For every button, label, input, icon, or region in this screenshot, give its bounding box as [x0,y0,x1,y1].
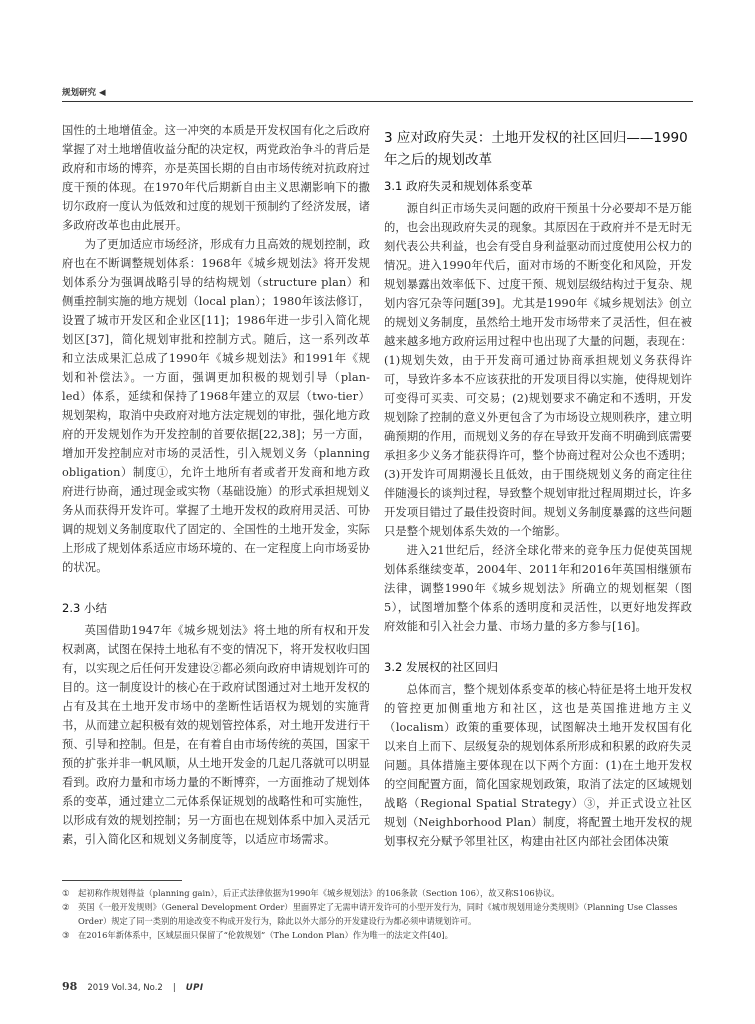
footnote-mark: ③ [62,930,70,940]
footnote-rule [62,880,182,881]
paragraph: 国性的土地增值金。这一冲突的本质是开发权国有化之后政府掌握了对土地增值收益分配的决定权，两党政治争斗的背后是政府和市场的博弈，亦是英国长期的自由市场传统对抗政府过度干预的体现。在1970年代后期新自由主义思潮影响下的撒切尔政府一度认为低效和过度的规划干预制约了经济发展，诸多政府改革也由此展开。 [62,124,370,232]
footer-separator: | [172,983,176,993]
footnote-mark: ① [62,888,70,898]
footnote-text: 起初称作规划得益（planning gain），后正式法律依据为1990年《城乡规划法》的106条款（Section 106），故又称S106协议。 [78,888,560,898]
page-footer [62,980,203,993]
paragraph: 进入21世纪后，经济全球化带来的竞争压力促使英国规划体系继续变革，2004年、2011年和2016年英国相继颁布法律，调整1990年《城乡规划法》所确立的规划框架（图5），试图增加整个体系的透明度和灵活性，以更好地发挥政府效能和引入社会力量、市场力量的多方参与[16]。 [384,544,692,633]
issue-info: 2019 Vol.34, No.2 [87,983,163,993]
section-heading-3: 3 应对政府失灵：土地开发权的社区回归——1990年之后的规划改革 [384,130,688,168]
paragraph: 为了更加适应市场经济，形成有力且高效的规划控制，政府也在不断调整规划体系：1968年《城乡规划法》将开发规划体系分为强调战略引导的结构规划（structure plan）和侧重控制实施的地方规划（local plan）；1980年该法修订，设置了城市开发区和企业区[11]；1986年进一步引入简化规划区[37]，简化规划审批和控制方式。随后，这一系列改革和立法成果汇总成了1990年《城乡规划法》和1991年《规划和补偿法》。一方面，强调更加积极的规划引导（plan-led）体系，延续和保持了1968年建立的双层（two-tier）规划架构，取消中央政府对地方法定规划的审批，强化地方政府的开发规划作为开发控制的首要依据[22,38]；另一方面，增加开发控制应对市场的灵活性，引入规划义务（planning obligation）制度①，允许土地所有者或者开发商和地方政府进行协商，通过现金或实物（基础设施）的形式承担规划义务从而获得开发许可。掌握了土地开发权的政府用灵活、可协调的规划义务制度取代了固定的、全国性的土地开发金，实际上形成了规划体系适应市场环境的、在一定程度上向市场妥协的状况。 [62,238,370,574]
header-rule [62,101,693,102]
paragraph: 总体而言，整个规划体系变革的核心特征是将土地开发权的管控更加侧重地方和社区，这也是英国推进地方主义（localism）政策的重要体现，试图解决土地开发权国有化以来自上而下、层级复杂的规划体系所形成和积累的政府失灵问题。具体措施主要体现在以下两个方面：(1)在土地开发权的空间配置方面，简化国家规划政策，取消了法定的区域规划战略（Regional Spatial Strategy）③，并正式设立社区规划（Neighborhood Plan）制度，将配置土地开发权的规划事权充分赋予邻里社区，构建由社区内部社会团体决策 [384,683,692,848]
right-column [384,121,692,851]
paragraph: 英国借助1947年《城乡规划法》将土地的所有权和开发权剥离，试图在保持土地私有不变的情况下，将开发权收归国有，以实现之后任何开发建设②都必须向政府申请规划许可的目的。这一制度设计的核心在于政府试图通过对土地开发权的占有及其在土地开发市场中的垄断性话语权为规划的实施背书，从而建立起积极有效的规划管控体系，对土地开发进行干预、引导和控制。但是，在有着自由市场传统的英国，国家干预的扩张并非一帆风顺，从土地开发金的几起几落就可以明显看到。政府力量和市场力量的不断博弈，一方面推动了规划体系的变革，通过建立二元体系保证规划的战略性和可实施性，以形成有效的规划控制；另一方面也在规划体系中加入灵活元素，引入简化区和规划义务制度等，以适应市场需求。 [62,624,370,846]
section-heading-3-2: 3.2 发展权的社区回归 [384,660,498,674]
footnote [62,928,693,942]
footnotes [62,886,693,942]
running-header: 规划研究 ◀ [62,88,106,98]
section-heading-2-3: 2.3 小结 [62,601,107,615]
footnote [62,900,693,928]
section-heading-3-1: 3.1 政府失灵和规划体系变革 [384,179,533,193]
journal-logo: UPI [185,983,204,993]
footnote [62,886,693,900]
page-number: 98 [62,980,78,993]
left-column [62,121,370,849]
footnote-text: 英国《一般开发规则》（General Development Order）里面界定了无需申请开发许可的小型开发行为，同时《城市规划用途分类规则》（Planning Use Classes Order）规定了同一类别的用途改变不构成开发行为，除此以外大部分的开发建设行为都必须申请规划许可。 [78,902,678,926]
paragraph: 源自纠正市场失灵问题的政府干预虽十分必要却不是万能的，也会出现政府失灵的现象。其原因在于政府并不是无时无刻代表公共利益，也会有受自身利益驱动而过度使用公权力的情况。进入1990年代后，面对市场的不断变化和风险，开发规划暴露出效率低下、过度干预、规划层级结构过于复杂、规划内容冗杂等问题[39]。尤其是1990年《城乡规划法》创立的规划义务制度，虽然给土地开发市场带来了灵活性，但在被越来越多地方政府运用过程中也出现了大量的问题，表现在：(1)规划失效，由于开发商可通过协商承担规划义务获得许可，导致许多本不应该获批的开发项目得以实施，使得规划许可变得可买卖、可交易；(2)规划要求不确定和不透明，开发规划除了控制的意义外更包含了为市场设立规则秩序，建立明确预期的作用，而规划义务的存在导致开发商不明确到底需要承担多少义务才能获得许可，整个协商过程对公众也不透明；(3)开发许可周期漫长且低效，由于围绕规划义务的商定往往伴随漫长的谈判过程，导致整个规划审批过程周期过长，许多开发项目错过了最佳投资时间。规划义务制度暴露的这些问题只是整个规划体系失效的一个缩影。 [384,202,692,538]
footnote-text: 在2016年新体系中，区域层面只保留了“伦敦规划”（The London Plan）作为唯一的法定文件[40]。 [78,930,453,940]
footnote-mark: ② [62,902,70,912]
